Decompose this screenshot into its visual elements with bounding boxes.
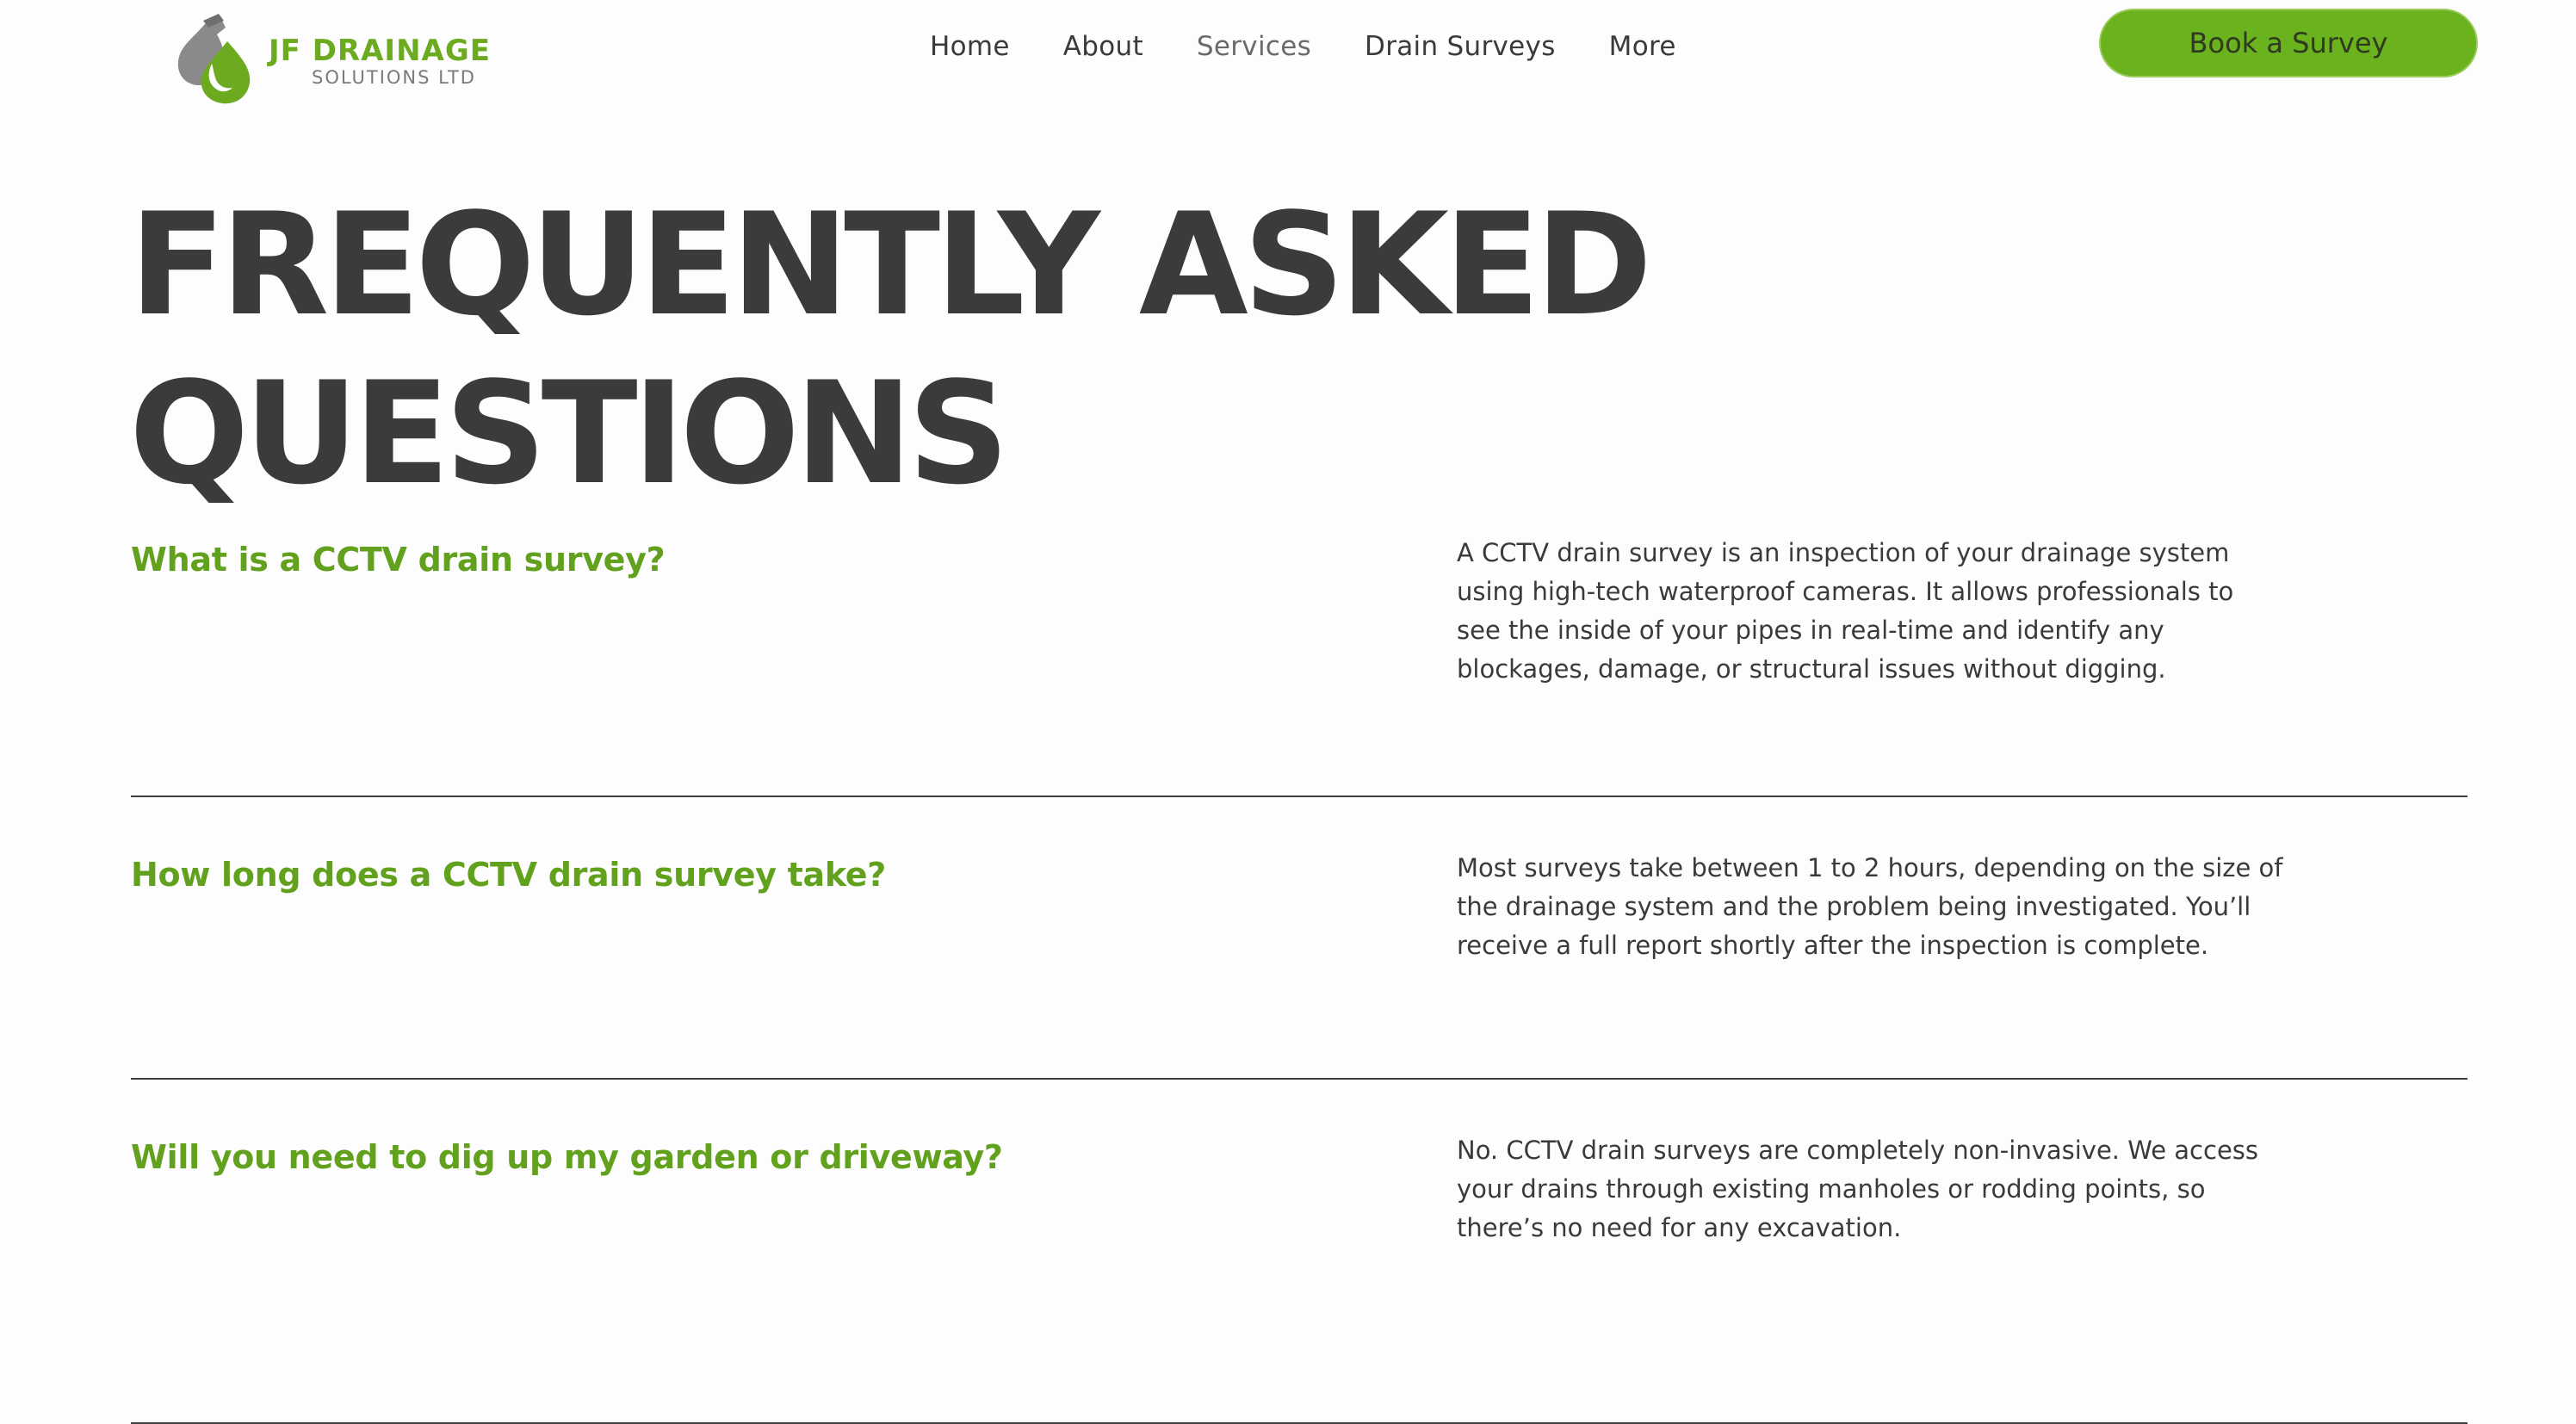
faq-answer: Most surveys take between 1 to 2 hours, depending on the size of the drainage system and the problem being investigated. You’ll receive a full report shortly after the inspection is complete. (1457, 853, 2283, 960)
faq-answer: No. CCTV drain surveys are completely non-invasive. We access your drains through existing manholes or rodding points, so there’s no need for any excavation. (1457, 1136, 2259, 1242)
nav-more[interactable]: More (1608, 31, 1676, 62)
page-title (129, 181, 1765, 518)
page-title-line-1: FREQUENTLY ASKED (129, 183, 1648, 347)
site-header (0, 0, 2576, 95)
faq-question: What is a CCTV drain survey? (131, 541, 666, 579)
nav-services[interactable]: Services (1196, 31, 1312, 62)
faq-question: Will you need to dig up my garden or driveway? (131, 1138, 1003, 1176)
main-nav (930, 28, 1676, 65)
faq-divider (131, 796, 2468, 797)
faq-divider (131, 1078, 2468, 1080)
faq-question: How long does a CCTV drain survey take? (131, 856, 887, 894)
faq-answer: A CCTV drain survey is an inspection of your drainage system using high-tech waterproof cameras. It allows professionals to see the inside of your pipes in real-time and identify any blockages, damage, or structural issues without digging. (1457, 538, 2234, 684)
book-survey-button[interactable]: Book a Survey (2099, 9, 2478, 77)
logo-subtitle: SOLUTIONS LTD (312, 67, 476, 88)
nav-drain-surveys[interactable]: Drain Surveys (1365, 31, 1556, 62)
site-logo[interactable] (174, 12, 536, 107)
nav-home[interactable]: Home (930, 31, 1010, 62)
nav-about[interactable]: About (1062, 31, 1143, 62)
drain-pipe-drop-logo-icon (174, 12, 257, 107)
page-title-line-2: QUESTIONS (129, 351, 1005, 516)
logo-name: JF DRAINAGE (269, 34, 491, 68)
